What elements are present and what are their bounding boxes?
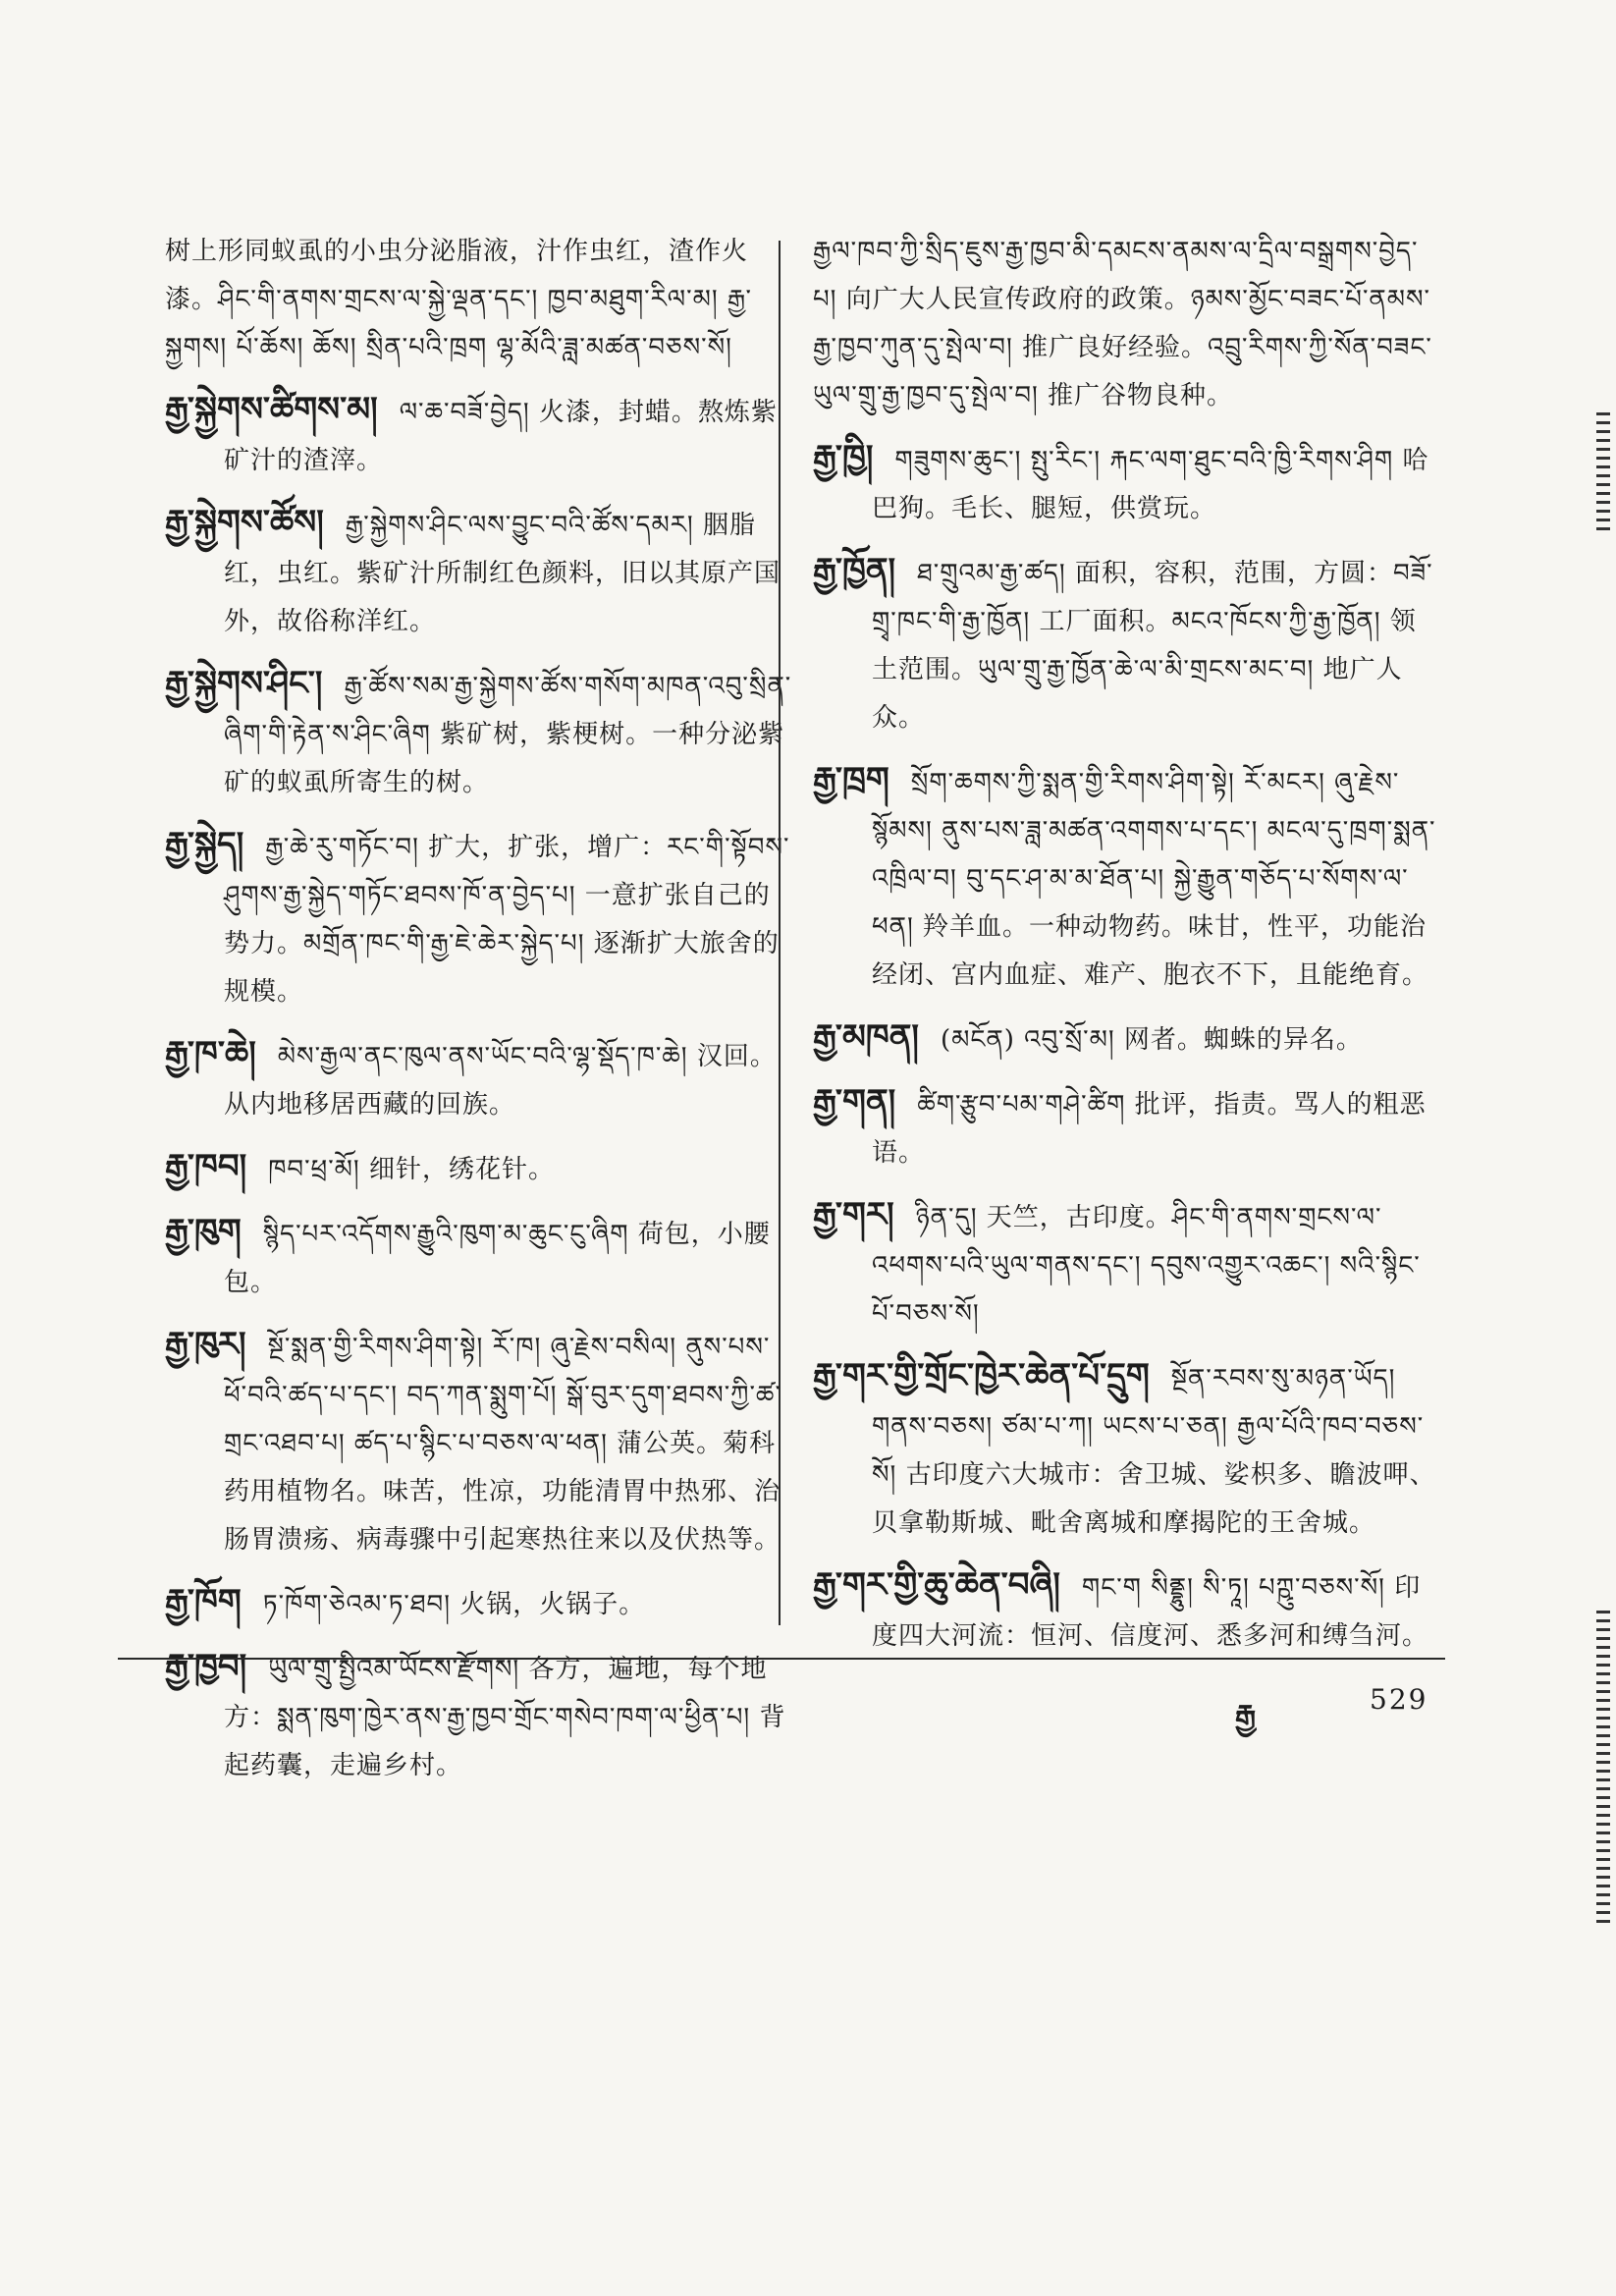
definition: རྒྱ་ཆེ་རུ་གཏོང་བ། 扩大，扩张，增广：རང་གི་སྟོབས་ཤུགས་རྒྱ་སྐྱེད་གཏོང་ཐབས་ཁོ་ན་བྱེད་པ། 一意扩张自己的势力。མགྲོན་ཁང་གི་རྒྱ་ཇེ་ཆེར་སྐྱེད་པ། 逐渐扩大旅舍的规模。	[224, 833, 790, 1007]
dictionary-entry	[813, 756, 1441, 1000]
dictionary-entry	[165, 1643, 793, 1790]
headword: རྒྱ་སྐྱེགས་ཚིགས་མ།	[165, 390, 378, 429]
definition: ཁབ་ཕྲ་མོ། 细针，绣花针。	[268, 1155, 555, 1184]
definition: སྲོག་ཆགས་ཀྱི་སྨན་གྱི་རིགས་ཤིག་སྟེ། རོ་མངར། ཞུ་རྗེས་སྙོམས། ནུས་པས་ཟླ་མཚན་འགགས་པ་དང་། མངལ་དུ་ཁྲག་སྨན་འཁྲིལ་བ། བུ་དང་ཤ་མ་མ་ཐོན་པ། སྐྱེ་རྒྱུན་གཅོད་པ་སོགས་ལ་ཕན། 羚羊血。一种动物药。味甘，性平，功能治经闭、宫内血症、难产、胞衣不下，且能绝育。	[872, 768, 1436, 990]
dictionary-entry	[165, 1578, 793, 1629]
headword: རྒྱ་ཁྲག	[813, 760, 889, 799]
definition: རྒྱ་ཚོས་སམ་རྒྱ་སྐྱེགས་ཚོས་གསོག་མཁན་འབུ་སྲིན་ཞིག་གི་རྟེན་ས་ཤིང་ཞིག 紫矿树，紫梗树。一种分泌紫矿的蚁虱所寄生的树。	[224, 672, 792, 797]
definition: ཚིག་རྩུབ་པམ་གཤེ་ཚིག 批评，指责。骂人的粗恶语。	[872, 1090, 1427, 1168]
headword: རྒྱ་སྐྱེད།	[165, 825, 244, 864]
dictionary-entry	[165, 499, 793, 646]
scan-edge-marks	[1596, 1611, 1610, 1925]
headword: རྒྱ་སྐྱེགས་ཤིང་།	[165, 664, 323, 703]
dictionary-entry	[165, 660, 793, 807]
dictionary-entry	[165, 386, 793, 485]
headword: རྒྱ་གར།	[813, 1195, 894, 1234]
dictionary-entry	[813, 1352, 1441, 1548]
headword: རྒྱ་ཁ་ཆེ།	[165, 1034, 256, 1073]
headword: རྒྱ་ཁུར།	[165, 1325, 246, 1364]
right-column	[813, 228, 1441, 1674]
definition: ཐ་གྲུའམ་རྒྱ་ཚད། 面积，容积，范围，方圆：བཟོ་གྲྭ་ཁང་གི་རྒྱ་ཁྱོན། 工厂面积。མངའ་ཁོངས་ཀྱི་རྒྱ་ཁྱོན། 领土范围。ཡུལ་གྲུ་རྒྱ་ཁྱོན་ཆེ་ལ་མི་གྲངས་མང་བ། 地广人众。	[872, 559, 1433, 733]
dictionary-entry	[813, 1078, 1441, 1177]
headword: རྒྱ་ཁུག	[165, 1212, 242, 1251]
headword: རྒྱ་ཁྱབ།	[165, 1647, 247, 1686]
continuation-text: རྒྱལ་ཁབ་ཀྱི་སྲིད་ཇུས་རྒྱ་ཁྱབ་མི་དམངས་ནམས་ལ་དྲིལ་བསྒྲགས་བྱེད་པ། 向广大人民宣传政府的政策。ཉམས་མྱོང་བཟང་པོ་ནམས་རྒྱ་ཁྱབ་ཀུན་དུ་སྤེལ་བ། 推广良好经验。འབྲུ་རིགས་ཀྱི་སོན་བཟང་ཡུལ་གྲུ་རྒྱ་ཁྱབ་དུ་སྤེལ་བ། 推广谷物良种。	[813, 237, 1432, 410]
dictionary-entry	[165, 1208, 793, 1307]
headword: རྒྱ་ཁྱི།	[813, 438, 874, 477]
left-column	[165, 228, 793, 1804]
definition: གཟུགས་ཆུང་། སྤུ་རིང་། རྐང་ལག་ཐུང་བའི་ཁྱི་རིགས་ཤིག 哈巴狗。毛长、腿短，供赏玩。	[872, 446, 1429, 523]
headword: རྒྱ་སྐྱེགས་ཚོས།	[165, 503, 324, 542]
definition: སྙིད་པར་འདོགས་རྒྱུའི་ཁུག་མ་ཆུང་ངུ་ཞིག 荷包，小腰包。	[224, 1220, 771, 1297]
headword: རྒྱ་གར་གྱི་གྲོང་ཁྱེར་ཆེན་པོ་དྲུག	[813, 1356, 1150, 1395]
definition: སྔོན་རབས་སུ་མཉན་ཡོད། གནས་བཅས། ཙམ་པ་ཀ། ཡངས་པ་ཅན། རྒྱལ་པོའི་ཁབ་བཅས་སོ། 古印度六大城市：舍卫城、娑枳多、瞻波呷、贝拿勒斯城、毗舍离城和摩揭陀的王舍城。	[872, 1364, 1436, 1538]
headword: རྒྱ་མཁན།	[813, 1017, 919, 1057]
headword: རྒྱ་ཁོག	[165, 1582, 242, 1621]
dictionary-entry	[165, 1321, 793, 1564]
dictionary-entry	[813, 547, 1441, 742]
headword: རྒྱ་ཁབ།	[165, 1147, 247, 1186]
definition: ལ་ཆ་བཟོ་བྱེད། 火漆，封蜡。熬炼紫矿汁的渣滓。	[224, 398, 778, 475]
definition: ཏ་ཁོག་ཅེའམ་ཏ་ཐབ། 火锅，火锅子。	[262, 1590, 646, 1619]
definition: ཉིན་དུ། 天竺，古印度。ཤིང་གི་ནགས་གྲངས་ལ་འཕགས་པའི་ཡུལ་གནས་དང་། དབུས་འགྱུར་འཆང་། སའི་སྙིང་པོ་བཅས་སོ།	[872, 1203, 1421, 1329]
definition: མེས་རྒྱལ་ནང་ཁུལ་ནས་ཡོང་བའི་ལྷ་སྡོད་ཁ་ཆེ། 汉回。从内地移居西藏的回族。	[224, 1042, 777, 1120]
section-letter: རྒྱ	[1235, 1699, 1257, 1733]
dictionary-entry	[813, 434, 1441, 533]
headword: རྒྱ་ཁྱོན།	[813, 551, 896, 590]
headword: རྒྱ་གན།	[813, 1082, 896, 1121]
dictionary-entry	[813, 1561, 1441, 1661]
definition: (མངོན) འབུ་སྲོ་མ། 网者。蜘蛛的异名。	[940, 1025, 1363, 1055]
headword: རྒྱ་གར་གྱི་ཆུ་ཆེན་བཞི།	[813, 1565, 1060, 1605]
footer-rule	[118, 1658, 1445, 1660]
column-divider	[779, 241, 781, 1625]
dictionary-entry	[165, 1143, 793, 1194]
dictionary-entry	[813, 1191, 1441, 1339]
definition: ཡུལ་གྲུ་སྤྱིའམ་ཡོངས་རྫོགས། 各方，遍地，每个地方：སྨན་ཁུག་ཁྱེར་ནས་རྒྱ་ཁྱབ་གྲོང་གསེབ་ཁག་ལ་ཕྱིན་པ། 背起药囊，走遍乡村。	[224, 1655, 786, 1780]
scan-edge-marks	[1596, 412, 1610, 530]
definition: གང་ག སིནྡྷུ། སི་ཏཱ། པཀྵུ་བཅས་སོ། 印度四大河流：恒河、信度河、悉多河和缚刍河。	[872, 1573, 1429, 1651]
dictionary-entry	[165, 821, 793, 1016]
dictionary-entry	[813, 1013, 1441, 1065]
continuation-text: 树上形同蚁虱的小虫分泌脂液，汁作虫红，渣作火漆。ཤིང་གི་ནགས་གྲངས་ལ་སྐྱེ་ལྡན་དང་། ཁྱབ་མཐུག་རིལ་མ། རྒྱ་སྐྱགས། པོ་ཆོས། ཆོས། སྲིན་པའི་ཁྲག ལྷ་མོའི་ཟླ་མཚན་བཅས་སོ།	[165, 237, 752, 362]
dictionary-entry	[165, 1030, 793, 1129]
definition: སྔོ་སྨན་གྱི་རིགས་ཤིག་སྟེ། རོ་ཁ། ཞུ་རྗེས་བསིལ། ནུས་པས་ཕོ་བའི་ཚད་པ་དང་། བད་ཀན་སྨུག་པོ། སྒོ་བུར་དུག་ཐབས་ཀྱི་ཚ་གྲང་འཐབ་པ། ཚད་པ་སྙིང་པ་བཅས་ལ་ཕན། 蒲公英。菊科药用植物名。味苦，性凉，功能清胃中热邪、治肠胃溃疡、病毒骤中引起寒热往来以及伏热等。	[224, 1333, 781, 1555]
page-number: 529	[1370, 1683, 1428, 1716]
definition: རྒྱ་སྐྱེགས་ཤིང་ལས་བྱུང་བའི་ཚོས་དམར། 胭脂红，虫红。紫矿汁所制红色颜料，旧以其原产国外，故俗称洋红。	[224, 511, 781, 636]
